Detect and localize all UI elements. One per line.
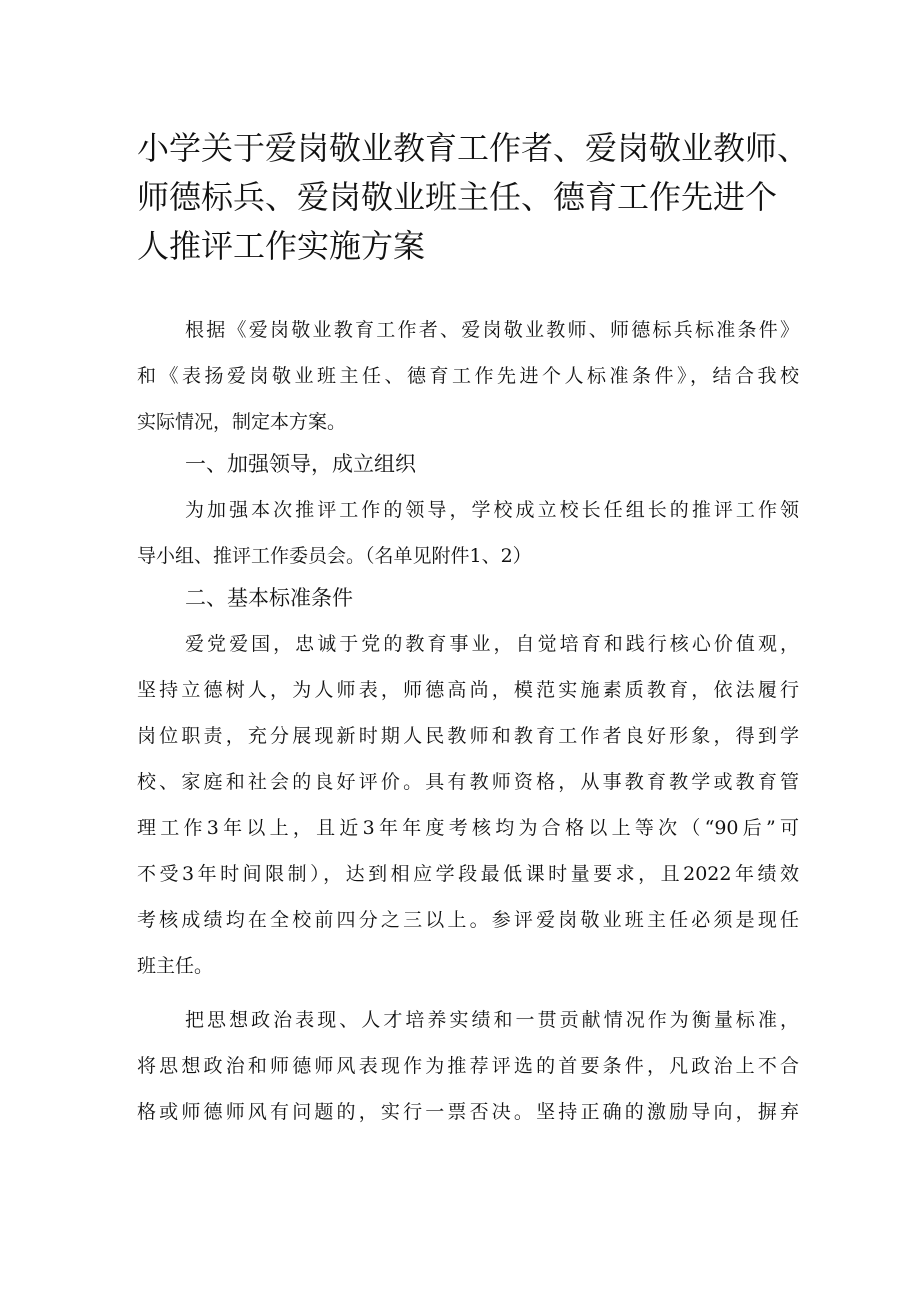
paragraph-line: 不受3年时间限制），达到相应学段最低课时量要求，且2022年绩效 [137, 863, 799, 885]
title-line: 小学关于爱岗敬业教育工作者、爱岗敬业教师、 [137, 129, 810, 167]
paragraph-line: 为加强本次推评工作的领导，学校成立校长任组长的推评工作领 [185, 499, 799, 521]
section-2-paragraph-2 [137, 1002, 799, 1140]
paragraph-line: 考核成绩均在全校前四分之三以上。参评爱岗敬业班主任必须是现任 [137, 909, 799, 931]
paragraph-line: 理工作3年以上，且近3年年度考核均为合格以上等次（“90后”可 [137, 817, 799, 839]
paragraph-line: 爱党爱国，忠诚于党的教育事业，自觉培育和践行核心价值观， [185, 633, 799, 655]
paragraph-line: 根据《爱岗敬业教育工作者、爱岗敬业教师、师德标兵标准条件》 [185, 319, 799, 341]
section-heading-1: 一、加强领导，成立组织 [185, 452, 416, 476]
paragraph-line: 格或师德师风有问题的，实行一票否决。坚持正确的激励导向，摒弃 [137, 1101, 799, 1123]
title-line: 师德标兵、爱岗敬业班主任、德育工作先进个 [137, 178, 778, 216]
document-title [137, 124, 817, 271]
paragraph-line: 班主任。 [137, 955, 214, 977]
title-line: 人推评工作实施方案 [137, 227, 426, 265]
paragraph-line: 和《表扬爱岗敬业班主任、德育工作先进个人标准条件》，结合我校 [137, 365, 799, 387]
paragraph-line: 岗位职责，充分展现新时期人民教师和教育工作者良好形象，得到学 [137, 725, 799, 747]
intro-paragraph [137, 312, 799, 444]
paragraph-line: 实际情况，制定本方案。 [137, 411, 347, 433]
paragraph-line: 将思想政治和师德师风表现作为推荐评选的首要条件，凡政治上不合 [137, 1055, 799, 1077]
section-heading-2: 二、基本标准条件 [185, 586, 353, 610]
section-2-paragraph-1 [137, 626, 799, 994]
paragraph-line: 校、家庭和社会的良好评价。具有教师资格，从事教育教学或教育管 [137, 771, 799, 793]
paragraph-line: 坚持立德树人，为人师表，师德高尚，模范实施素质教育，依法履行 [137, 679, 799, 701]
paragraph-line: 把思想政治表现、人才培养实绩和一贯贡献情况作为衡量标准， [185, 1009, 799, 1031]
paragraph-line: 导小组、推评工作委员会。（名单见附件1、2） [137, 545, 532, 567]
section-1-paragraph [137, 492, 799, 578]
document-body [137, 312, 799, 1140]
paragraph-gap [137, 994, 799, 1002]
